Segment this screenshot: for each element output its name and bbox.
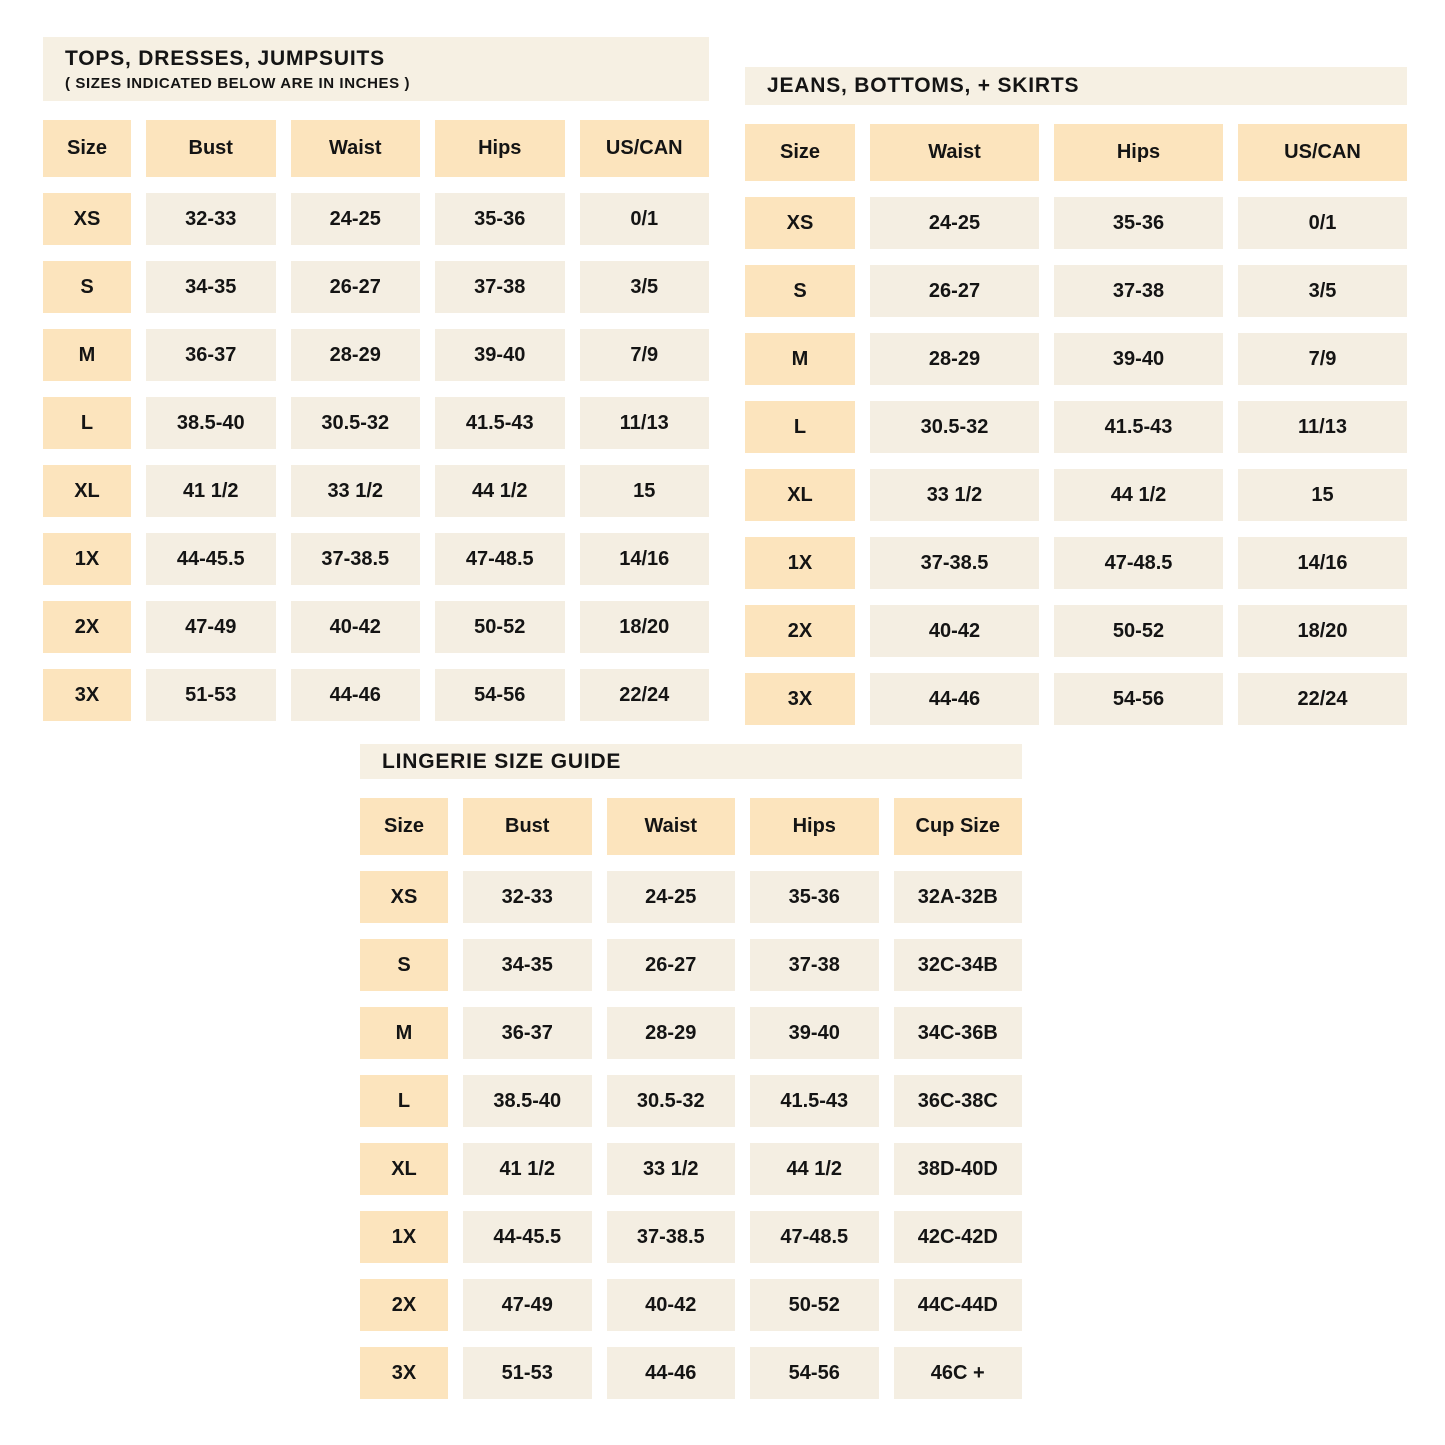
measurement-cell: 30.5-32: [870, 401, 1039, 453]
size-label-cell: S: [360, 939, 448, 991]
size-label-cell: 2X: [745, 605, 855, 657]
measurement-cell: 15: [1238, 469, 1407, 521]
size-label-cell: 1X: [43, 533, 131, 585]
measurement-cell: 32-33: [146, 193, 276, 245]
measurement-cell: 40-42: [607, 1279, 736, 1331]
size-label-cell: XL: [43, 465, 131, 517]
measurement-cell: 34-35: [146, 261, 276, 313]
measurement-cell: 30.5-32: [607, 1075, 736, 1127]
measurement-cell: 37-38.5: [870, 537, 1039, 589]
measurement-cell: 50-52: [1054, 605, 1223, 657]
measurement-cell: 44 1/2: [1054, 469, 1223, 521]
column-header: Size: [745, 124, 855, 181]
measurement-cell: 34C-36B: [894, 1007, 1023, 1059]
measurement-cell: 24-25: [291, 193, 421, 245]
measurement-cell: 47-49: [463, 1279, 592, 1331]
measurement-cell: 30.5-32: [291, 397, 421, 449]
measurement-cell: 36C-38C: [894, 1075, 1023, 1127]
measurement-cell: 37-38: [1054, 265, 1223, 317]
size-label-cell: XS: [360, 871, 448, 923]
measurement-cell: 54-56: [1054, 673, 1223, 725]
column-header: Hips: [435, 120, 565, 177]
measurement-cell: 15: [580, 465, 710, 517]
measurement-cell: 37-38.5: [291, 533, 421, 585]
measurement-cell: 22/24: [580, 669, 710, 721]
table-title-band: [745, 67, 1407, 105]
table-title: LINGERIE SIZE GUIDE: [382, 749, 622, 773]
size-label-cell: 2X: [360, 1279, 448, 1331]
measurement-cell: 18/20: [580, 601, 710, 653]
column-header: US/CAN: [580, 120, 710, 177]
measurement-cell: 3/5: [1238, 265, 1407, 317]
measurement-cell: 32A-32B: [894, 871, 1023, 923]
size-label-cell: M: [360, 1007, 448, 1059]
measurement-cell: 18/20: [1238, 605, 1407, 657]
measurement-cell: 39-40: [435, 329, 565, 381]
size-table-jeans-bottoms-skirts: [745, 67, 1407, 725]
measurement-cell: 44 1/2: [750, 1143, 879, 1195]
column-header: Bust: [146, 120, 276, 177]
table-title: JEANS, BOTTOMS, + SKIRTS: [767, 74, 1080, 98]
column-header: Size: [360, 798, 448, 855]
measurement-cell: 41.5-43: [1054, 401, 1223, 453]
size-grid: [360, 798, 1022, 1399]
measurement-cell: 37-38: [750, 939, 879, 991]
measurement-cell: 42C-42D: [894, 1211, 1023, 1263]
column-header: Waist: [291, 120, 421, 177]
measurement-cell: 37-38: [435, 261, 565, 313]
measurement-cell: 41 1/2: [463, 1143, 592, 1195]
measurement-cell: 7/9: [1238, 333, 1407, 385]
measurement-cell: 28-29: [870, 333, 1039, 385]
measurement-cell: 32-33: [463, 871, 592, 923]
measurement-cell: 33 1/2: [607, 1143, 736, 1195]
measurement-cell: 39-40: [750, 1007, 879, 1059]
size-label-cell: L: [43, 397, 131, 449]
measurement-cell: 44-45.5: [146, 533, 276, 585]
measurement-cell: 38D-40D: [894, 1143, 1023, 1195]
measurement-cell: 33 1/2: [291, 465, 421, 517]
size-label-cell: L: [745, 401, 855, 453]
column-header: Size: [43, 120, 131, 177]
measurement-cell: 28-29: [607, 1007, 736, 1059]
measurement-cell: 40-42: [870, 605, 1039, 657]
measurement-cell: 33 1/2: [870, 469, 1039, 521]
measurement-cell: 44 1/2: [435, 465, 565, 517]
measurement-cell: 47-48.5: [750, 1211, 879, 1263]
measurement-cell: 0/1: [580, 193, 710, 245]
size-label-cell: XS: [745, 197, 855, 249]
size-label-cell: XL: [360, 1143, 448, 1195]
measurement-cell: 36-37: [463, 1007, 592, 1059]
measurement-cell: 22/24: [1238, 673, 1407, 725]
size-table-lingerie: [360, 744, 1022, 1399]
measurement-cell: 7/9: [580, 329, 710, 381]
measurement-cell: 44-46: [291, 669, 421, 721]
size-label-cell: XS: [43, 193, 131, 245]
measurement-cell: 35-36: [435, 193, 565, 245]
measurement-cell: 47-48.5: [435, 533, 565, 585]
measurement-cell: 51-53: [146, 669, 276, 721]
size-label-cell: S: [745, 265, 855, 317]
measurement-cell: 35-36: [750, 871, 879, 923]
table-title-band: [43, 37, 709, 101]
measurement-cell: 26-27: [607, 939, 736, 991]
measurement-cell: 54-56: [750, 1347, 879, 1399]
measurement-cell: 3/5: [580, 261, 710, 313]
measurement-cell: 28-29: [291, 329, 421, 381]
measurement-cell: 14/16: [1238, 537, 1407, 589]
measurement-cell: 44C-44D: [894, 1279, 1023, 1331]
measurement-cell: 24-25: [870, 197, 1039, 249]
size-grid: [745, 124, 1407, 725]
size-label-cell: 2X: [43, 601, 131, 653]
table-title: TOPS, DRESSES, JUMPSUITS: [65, 47, 385, 71]
measurement-cell: 47-49: [146, 601, 276, 653]
column-header: Hips: [1054, 124, 1223, 181]
measurement-cell: 41.5-43: [750, 1075, 879, 1127]
measurement-cell: 38.5-40: [146, 397, 276, 449]
size-label-cell: 3X: [43, 669, 131, 721]
measurement-cell: 24-25: [607, 871, 736, 923]
measurement-cell: 54-56: [435, 669, 565, 721]
size-label-cell: L: [360, 1075, 448, 1127]
size-label-cell: XL: [745, 469, 855, 521]
measurement-cell: 50-52: [435, 601, 565, 653]
column-header: Cup Size: [894, 798, 1023, 855]
column-header: US/CAN: [1238, 124, 1407, 181]
measurement-cell: 0/1: [1238, 197, 1407, 249]
measurement-cell: 11/13: [1238, 401, 1407, 453]
column-header: Waist: [607, 798, 736, 855]
size-label-cell: 1X: [360, 1211, 448, 1263]
measurement-cell: 38.5-40: [463, 1075, 592, 1127]
measurement-cell: 35-36: [1054, 197, 1223, 249]
measurement-cell: 32C-34B: [894, 939, 1023, 991]
measurement-cell: 26-27: [291, 261, 421, 313]
measurement-cell: 34-35: [463, 939, 592, 991]
measurement-cell: 44-45.5: [463, 1211, 592, 1263]
measurement-cell: 14/16: [580, 533, 710, 585]
measurement-cell: 51-53: [463, 1347, 592, 1399]
size-label-cell: M: [43, 329, 131, 381]
measurement-cell: 37-38.5: [607, 1211, 736, 1263]
size-label-cell: S: [43, 261, 131, 313]
size-label-cell: 3X: [745, 673, 855, 725]
measurement-cell: 11/13: [580, 397, 710, 449]
column-header: Hips: [750, 798, 879, 855]
measurement-cell: 39-40: [1054, 333, 1223, 385]
measurement-cell: 47-48.5: [1054, 537, 1223, 589]
measurement-cell: 26-27: [870, 265, 1039, 317]
size-label-cell: M: [745, 333, 855, 385]
size-table-tops-dresses-jumpsuits: [43, 37, 709, 721]
column-header: Waist: [870, 124, 1039, 181]
size-grid: [43, 120, 709, 721]
measurement-cell: 50-52: [750, 1279, 879, 1331]
column-header: Bust: [463, 798, 592, 855]
measurement-cell: 36-37: [146, 329, 276, 381]
measurement-cell: 41.5-43: [435, 397, 565, 449]
measurement-cell: 44-46: [870, 673, 1039, 725]
measurement-cell: 46C +: [894, 1347, 1023, 1399]
table-title-band: [360, 744, 1022, 779]
measurement-cell: 44-46: [607, 1347, 736, 1399]
size-label-cell: 3X: [360, 1347, 448, 1399]
size-label-cell: 1X: [745, 537, 855, 589]
measurement-cell: 41 1/2: [146, 465, 276, 517]
table-subtitle: ( SIZES INDICATED BELOW ARE IN INCHES ): [65, 74, 411, 92]
measurement-cell: 40-42: [291, 601, 421, 653]
